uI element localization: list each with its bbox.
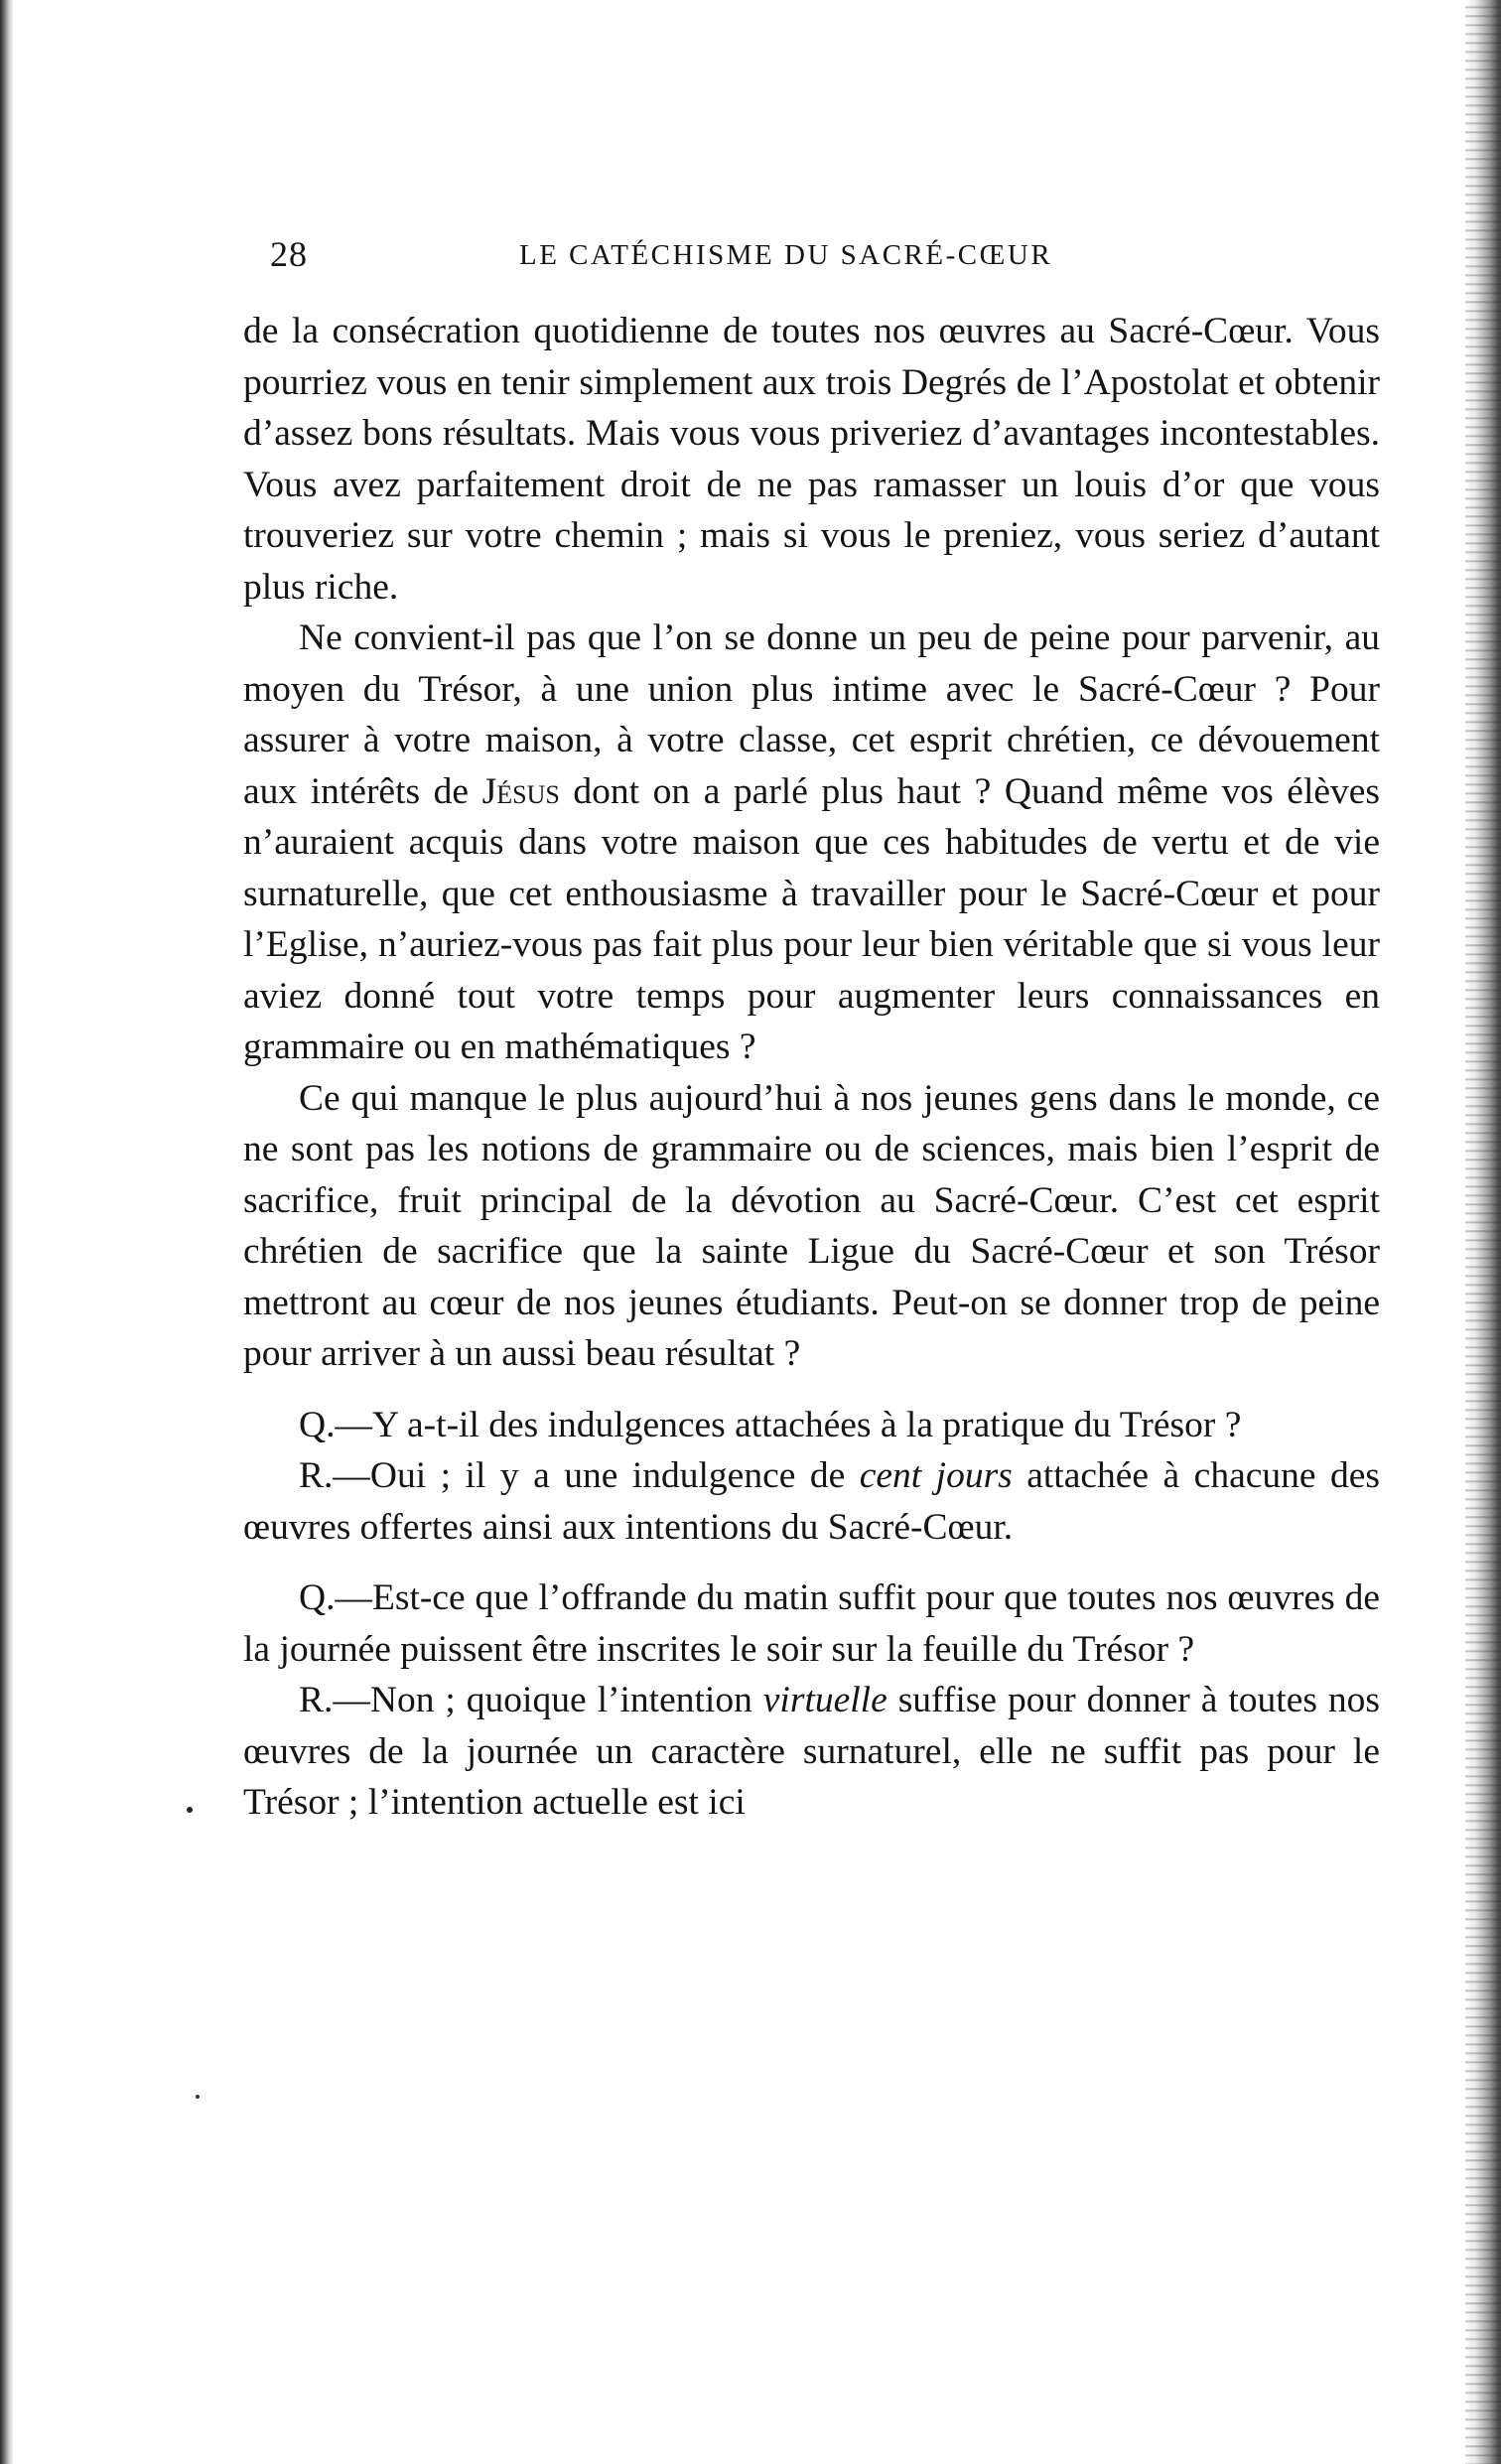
paragraph-text-end: dont on a parlé plus haut ? Quand même vos élèves n’auraient acquis dans votre maison que ces habitudes de vertu et de vie surnaturelle, que cet enthousiasme à travailler pour le Sacré-Cœur et pour l’Eglise, n’auriez-vous pas fait plus pour leur bien véritable que si vous leur aviez donné tout votre temps pour augmenter leurs connaissances en grammaire ou en mathématiques ? (243, 770, 1380, 1067)
answer-morning-offering (243, 1675, 1380, 1829)
question-morning-offering (243, 1573, 1380, 1675)
answer-text-start: R.—Non ; quoique l’intention (299, 1680, 763, 1720)
ink-speck (196, 2095, 200, 2099)
running-title: LE CATÉCHISME DU SACRÉ-CŒUR (519, 239, 1053, 271)
book-binding-shadow (0, 0, 14, 2464)
question-text: Q.—Y a-t-il des indulgences attachées à la pratique du Trésor ? (299, 1404, 1242, 1445)
question-text: Q.—Est-ce que l’offrande du matin suffit pour que toutes nos œuvres de la journée puissent être inscrites le soir sur la feuille du Trésor ? (243, 1577, 1380, 1670)
smallcaps-jesus: Jésus (481, 770, 560, 812)
paragraph-treasor-union (243, 613, 1380, 1073)
paragraph-text: Ce qui manque le plus aujourd’hui à nos jeunes gens dans le monde, ce ne sont pas les notions de grammaire ou de sciences, mais bien l’esprit de sacrifice, fruit principal de la dévotion au Sacré-Cœur. C’est cet esprit chrétien de sacrifice que la sainte Ligue du Sacré-Cœur et son Trésor mettront au cœur de nos jeunes étudiants. Peut-on se donner trop de peine pour arriver à un aussi beau résultat ? (243, 1077, 1380, 1374)
answer-text-start: R.—Oui ; il y a une indulgence de (299, 1455, 860, 1496)
paragraph-continuation (243, 306, 1380, 613)
running-head (243, 233, 1380, 283)
paragraph-text-start: Ne convient-il pas que l’on se donne un peu de peine pour parvenir, au moyen du Trésor, à une union plus intime avec le Sacré-Cœur ? Pour assurer à votre maison, à votre classe, cet esprit chrétien, ce dévouement aux intérêts de (243, 617, 1380, 812)
body-text (243, 306, 1380, 1829)
italic-virtuelle: virtuelle (762, 1680, 887, 1720)
paragraph-text: de la consécration quotidienne de toutes nos œuvres au Sacré-Cœur. Vous pourriez vous en tenir simplement aux trois Degrés de l’Apostolat et obtenir d’assez bons résultats. Mais vous vous priveriez d’avantages incontestables. Vous avez parfaitement droit de ne pas ramasser un louis d’or que vous trouveriez sur votre chemin ; mais si vous le preniez, vous seriez d’autant plus riche. (243, 311, 1380, 608)
answer-text-end: attachée à chacune des œuvres offertes ainsi aux intentions du Sacré-Cœur. (243, 1455, 1380, 1548)
paragraph-spirit-of-sacrifice (243, 1073, 1380, 1380)
italic-cent-jours: cent jours (859, 1455, 1013, 1496)
answer-text-end: suffise pour donner à toutes nos œuvres de la journée un caractère surnaturel, elle ne suffit pas pour le Trésor ; l’intention actuelle est ici (243, 1680, 1380, 1823)
page-number: 28 (270, 234, 308, 274)
page-edge-stack (1465, 0, 1501, 2464)
ink-speck (187, 1807, 193, 1813)
answer-indulgences (243, 1450, 1380, 1553)
question-indulgences (243, 1400, 1380, 1451)
